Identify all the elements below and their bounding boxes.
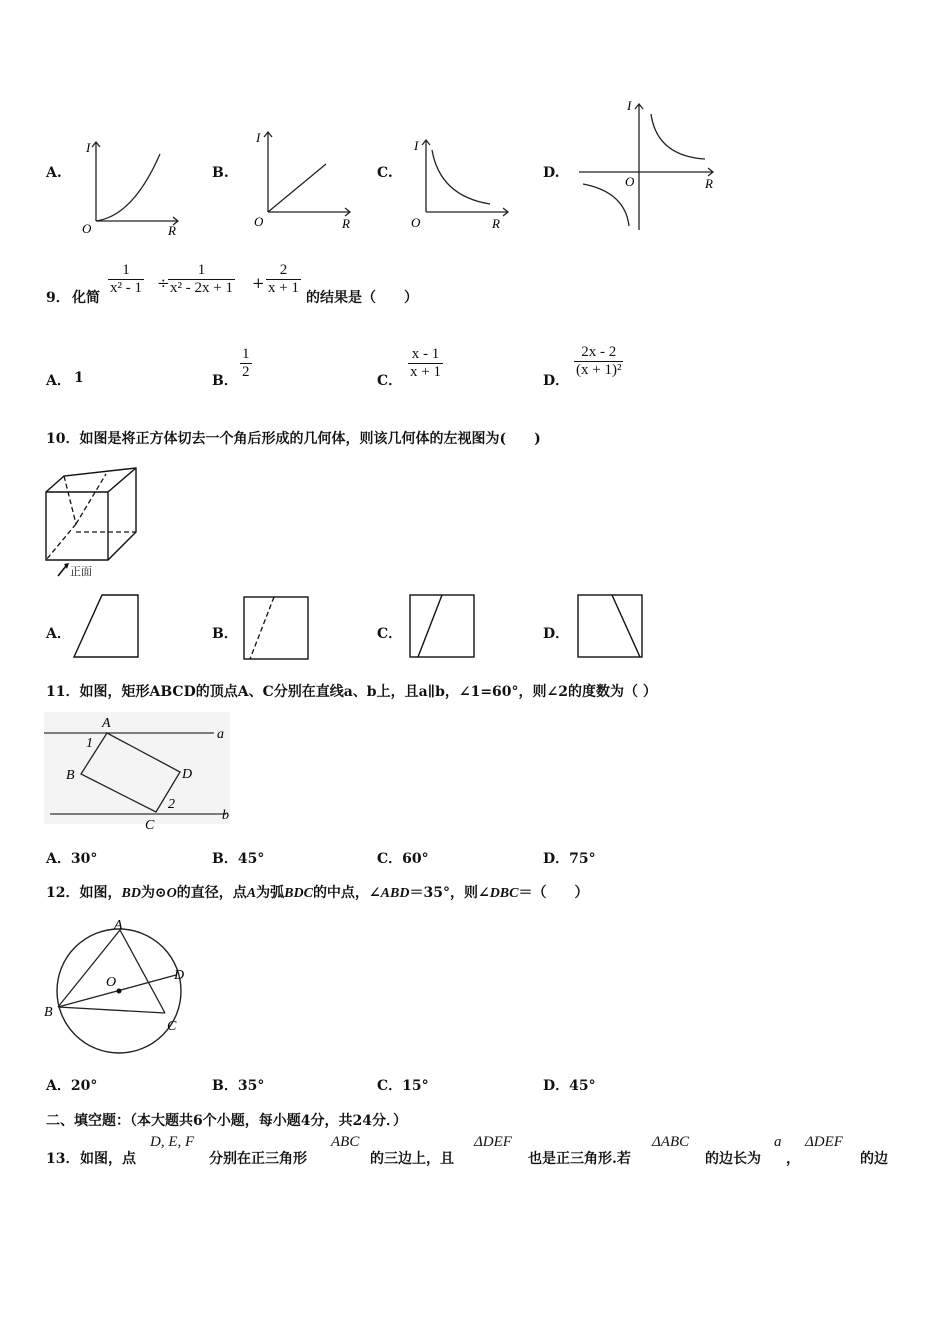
q11-option-d: D．75° — [543, 851, 596, 867]
q13-number: 13． — [46, 1151, 80, 1167]
q8-option-d-label: D. — [543, 165, 560, 181]
vertex-a-label: A — [102, 716, 111, 731]
q9-option-d-fraction — [574, 344, 623, 379]
q11-option-a: A．30° — [46, 851, 98, 867]
q9-plus-op: + — [252, 274, 265, 292]
axis-r-label: R — [492, 216, 500, 231]
q11-stem: 11．如图，矩形ABCD的顶点A、C分别在直线a、b上，且a∥b，∠1=60°，则∠2的度数为（ ） — [46, 684, 657, 700]
point-c-label: C — [167, 1019, 177, 1034]
stem-math: DBC — [489, 886, 519, 901]
numerator: 1 — [197, 262, 206, 278]
q10-option-a-label: A． — [46, 626, 71, 642]
q10-option-a-figure — [72, 593, 142, 659]
stem-math: ABD — [380, 886, 410, 901]
axis-o-label: O — [625, 174, 635, 189]
q10-option-b-figure — [242, 595, 310, 661]
numerator: 2x - 2 — [581, 344, 617, 360]
numerator: x - 1 — [411, 346, 440, 362]
stem-math: O — [166, 886, 177, 901]
q9-stem-post: 的结果是（ ） — [306, 290, 418, 306]
q10-option-d-figure — [576, 593, 644, 659]
denominator: x + 1 — [268, 280, 299, 296]
q8-option-a-label: A. — [46, 165, 62, 181]
q8-graph-b — [250, 126, 360, 236]
q12-option-c: C．15° — [377, 1078, 429, 1094]
q12-option-a: A．20° — [46, 1078, 98, 1094]
denominator: (x + 1)² — [576, 362, 622, 378]
axis-r-label: R — [705, 176, 713, 191]
q9-stem-pre: 化简 — [72, 290, 100, 306]
point-d-label: D — [174, 968, 185, 983]
q9-divide-op: ÷ — [157, 274, 170, 292]
q13-math-6: ΔDEF — [805, 1134, 843, 1150]
stem-math: A — [246, 886, 257, 901]
q13-text-2: 分别在正三角形 — [209, 1151, 307, 1167]
q9-term2 — [168, 262, 235, 297]
q9-term1 — [108, 262, 144, 297]
q13-text-4: 也是正三角形.若 — [528, 1151, 631, 1167]
stem-math: BD — [121, 886, 141, 901]
axis-o-label: O — [411, 215, 421, 230]
q10-option-b-label: B． — [212, 626, 238, 642]
stem-text: 为⊙ — [140, 885, 167, 901]
q8-graph-c — [408, 134, 518, 236]
q13-math-3: ΔDEF — [474, 1134, 512, 1150]
axis-i-label: I — [627, 98, 632, 113]
q10-option-c-figure — [408, 593, 476, 659]
line-a-label: a — [217, 727, 224, 742]
q8-option-c-label: C. — [377, 165, 393, 181]
q9-option-b-fraction — [240, 346, 252, 381]
q13-text-5: 的边长为 — [705, 1151, 761, 1167]
axis-i-label: I — [414, 138, 419, 153]
axis-o-label: O — [82, 221, 92, 236]
axis-i-label: I — [86, 140, 91, 155]
q13-text-7: 的边 — [860, 1151, 888, 1167]
section-title: 二、填空题：（本大题共6个小题，每小题4分，共24分．） — [46, 1113, 407, 1129]
q13-math-2: ABC — [331, 1134, 360, 1150]
numerator: 1 — [122, 262, 130, 278]
q13-text-1: 如图，点 — [80, 1151, 136, 1167]
q13-math-5: a — [774, 1134, 782, 1150]
numerator: 2 — [279, 262, 288, 278]
vertex-d-label: D — [182, 767, 193, 782]
denominator: x² - 2x + 1 — [170, 280, 233, 296]
q11-option-b: B．45° — [212, 851, 265, 867]
q12-circle-figure — [40, 915, 200, 1060]
stem-text: 的中点，∠ — [312, 885, 381, 901]
numerator: 1 — [242, 346, 250, 362]
angle-2-label: 2 — [168, 797, 175, 812]
q13-text-3: 的三边上，且 — [370, 1151, 454, 1167]
line-b-label: b — [222, 808, 229, 823]
q12-option-b: B．35° — [212, 1078, 265, 1094]
stem-text: 的直径，点 — [176, 885, 247, 901]
stem-text: ＝（ ） — [518, 885, 589, 901]
q10-cube-figure — [40, 464, 150, 579]
center-o-label: O — [106, 975, 117, 990]
q9-number: 9． — [46, 290, 70, 306]
q10-option-d-label: D． — [543, 626, 570, 642]
vertex-c-label: C — [145, 818, 155, 833]
q9-option-c-label: C． — [377, 373, 403, 389]
stem-text: ＝35°，则∠ — [409, 885, 490, 901]
axis-r-label: R — [342, 216, 350, 231]
q13-math-1: D, E, F — [150, 1134, 195, 1150]
q10-front-label: 正面 — [70, 565, 92, 578]
q11-option-c: C．60° — [377, 851, 429, 867]
q12-option-d: D．45° — [543, 1078, 596, 1094]
q9-term3 — [266, 262, 301, 297]
q10-stem: 10．如图是将正方体切去一个角后形成的几何体，则该几何体的左视图为( ) — [46, 431, 541, 447]
q9-option-b-label: B． — [212, 373, 238, 389]
q12-stem — [46, 882, 588, 902]
q9-option-a-label: A． — [46, 373, 71, 389]
q13-math-4: ΔABC — [652, 1134, 690, 1150]
stem-text: 为弧 — [256, 885, 285, 901]
point-b-label: B — [44, 1005, 53, 1020]
q13-text-6: ， — [786, 1151, 800, 1167]
q9-option-c-fraction — [408, 346, 443, 381]
q9-option-d-label: D． — [543, 373, 570, 389]
axis-r-label: R — [168, 223, 176, 238]
denominator: x + 1 — [410, 364, 441, 380]
denominator: 2 — [242, 364, 250, 380]
q8-option-b-label: B. — [212, 165, 229, 181]
stem-math: BDC — [284, 886, 313, 901]
axis-o-label: O — [254, 214, 264, 229]
angle-1-label: 1 — [86, 736, 93, 751]
vertex-b-label: B — [66, 768, 75, 783]
stem-text: 12．如图， — [46, 885, 122, 901]
q11-figure — [44, 712, 244, 837]
denominator: x² - 1 — [110, 280, 142, 296]
q9-option-a-value: 1 — [74, 370, 84, 386]
q10-option-c-label: C． — [377, 626, 403, 642]
q8-graph-d — [575, 96, 725, 232]
q8-graph-a — [78, 136, 188, 236]
point-a-label: A — [114, 918, 123, 933]
axis-i-label: I — [256, 130, 261, 145]
